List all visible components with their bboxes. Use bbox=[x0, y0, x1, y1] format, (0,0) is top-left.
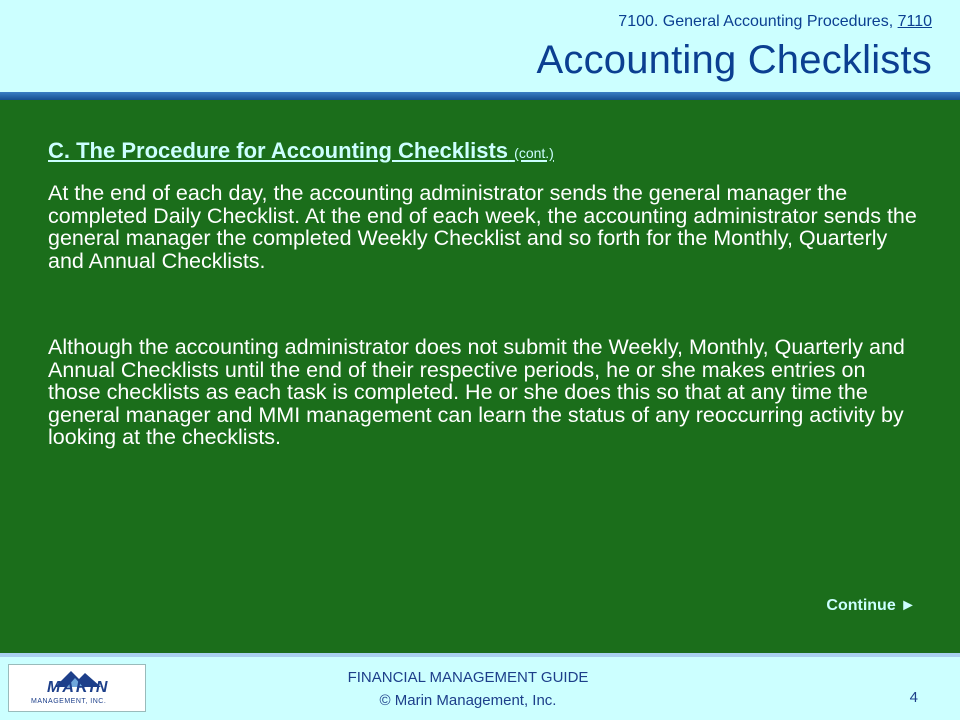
section-heading-suffix: (cont.) bbox=[514, 145, 554, 161]
logo-wordmark: MARIN bbox=[47, 679, 110, 696]
logo-subtitle: MANAGEMENT, INC. bbox=[31, 698, 107, 705]
continue-button[interactable]: Continue ► bbox=[826, 597, 916, 614]
paragraph-daily-checklist: At the end of each day, the accounting administrator sends the general manager the completed Daily Checklist. At the end of each week, the accounting administrator sends the general manager the completed Weekly Checklist and so forth for the Monthly, Quarterly and Annual Checklists. bbox=[48, 181, 917, 273]
page-number: 4 bbox=[909, 689, 918, 706]
footer-copyright: © Marin Management, Inc. bbox=[379, 692, 557, 709]
header-bar bbox=[0, 0, 960, 92]
section-heading bbox=[48, 138, 554, 164]
section-heading-text: C. The Procedure for Accounting Checklists bbox=[48, 138, 509, 163]
breadcrumb bbox=[618, 13, 932, 31]
header-divider bbox=[0, 92, 960, 100]
footer-guide-title: FINANCIAL MANAGEMENT GUIDE bbox=[347, 669, 589, 686]
paragraph-checklist-entries: Although the accounting administrator does not submit the Weekly, Monthly, Quarterly and Annual Checklists until the end of their respective periods, he or she makes entries on those checklists as each task is completed. He or she does this so that at any time the general manager and MMI management can learn the status of any reoccurring activity by looking at the checklists. bbox=[48, 335, 905, 449]
page-title: Accounting Checklists bbox=[536, 38, 932, 82]
breadcrumb-prefix: 7100. General Accounting Procedures, bbox=[618, 13, 894, 30]
breadcrumb-link-7110[interactable]: 7110 bbox=[897, 13, 932, 30]
footer-bar bbox=[0, 657, 960, 720]
slide-content bbox=[0, 100, 960, 653]
